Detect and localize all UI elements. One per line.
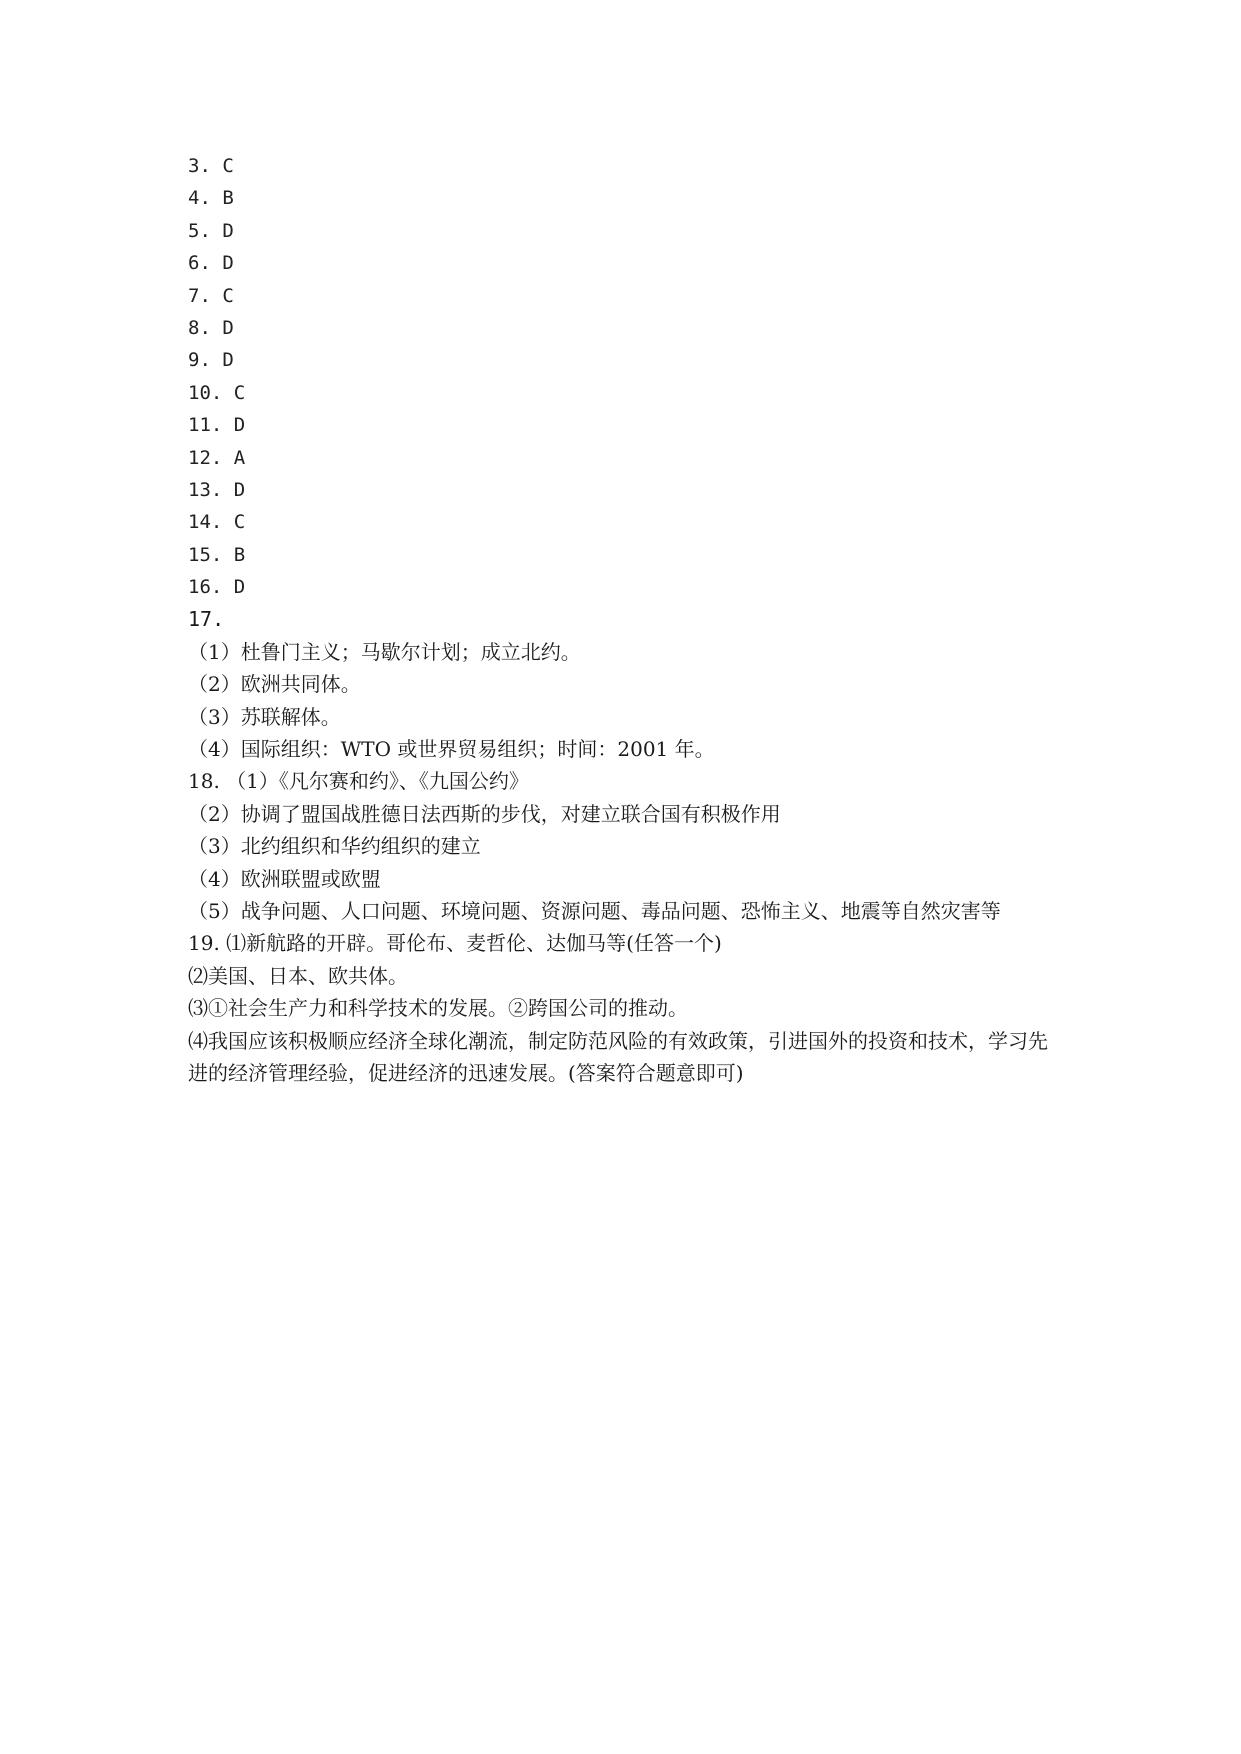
mc-answer: 10. C <box>188 381 246 404</box>
mc-answer-list <box>188 150 1058 603</box>
answer-part: （3）苏联解体。 <box>188 704 341 729</box>
mc-answer: 4. B <box>188 187 234 210</box>
answer-key-page <box>188 150 1058 1089</box>
question-18-answer <box>188 765 1058 927</box>
answer-part: 18. （1）《凡尔赛和约》、《九国公约》 <box>188 769 529 794</box>
answer-part: （5）战争问题、人口问题、环境问题、资源问题、毒品问题、恐怖主义、地震等自然灾害等 <box>188 898 1001 923</box>
mc-answer: 15. B <box>188 543 246 566</box>
answer-part: （3）北约组织和华约组织的建立 <box>188 834 481 859</box>
mc-answer: 5. D <box>188 219 234 242</box>
mc-answer: 6. D <box>188 252 234 275</box>
mc-answer: 13. D <box>188 478 246 501</box>
mc-answer: 9. D <box>188 349 234 372</box>
mc-answer: 14. C <box>188 511 246 534</box>
answer-part: ⑶①社会生产力和科学技术的发展。②跨国公司的推动。 <box>188 996 688 1021</box>
answer-part: （1）杜鲁门主义；马歇尔计划；成立北约。 <box>188 639 581 664</box>
mc-answer: 16. D <box>188 576 246 599</box>
answer-part: （4）欧洲联盟或欧盟 <box>188 866 381 891</box>
mc-answer: 3. C <box>188 155 234 177</box>
mc-answer: 7. C <box>188 284 234 307</box>
mc-answer: 12. A <box>188 446 246 469</box>
answer-part: （4）国际组织：WTO 或世界贸易组织；时间：2001 年。 <box>188 737 715 762</box>
mc-answer: 11. D <box>188 414 246 437</box>
answer-part: ⑵美国、日本、欧共体。 <box>188 963 408 988</box>
answer-part: 19. ⑴新航路的开辟。哥伦布、麦哲伦、达伽马等(任答一个) <box>188 931 722 956</box>
question-19-answer <box>188 927 1058 1089</box>
mc-answer: 8. D <box>188 316 234 339</box>
answer-part: （2）欧洲共同体。 <box>188 672 361 697</box>
question-number: 17. <box>188 607 225 632</box>
answer-part: ⑷我国应该积极顺应经济全球化潮流，制定防范风险的有效政策，引进国外的投资和技术，学习先进的经济管理经验，促进经济的迅速发展。(答案符合题意即可) <box>188 1028 1048 1085</box>
answer-part: （2）协调了盟国战胜德日法西斯的步伐，对建立联合国有积极作用 <box>188 801 781 826</box>
question-17-answer <box>188 603 1058 765</box>
